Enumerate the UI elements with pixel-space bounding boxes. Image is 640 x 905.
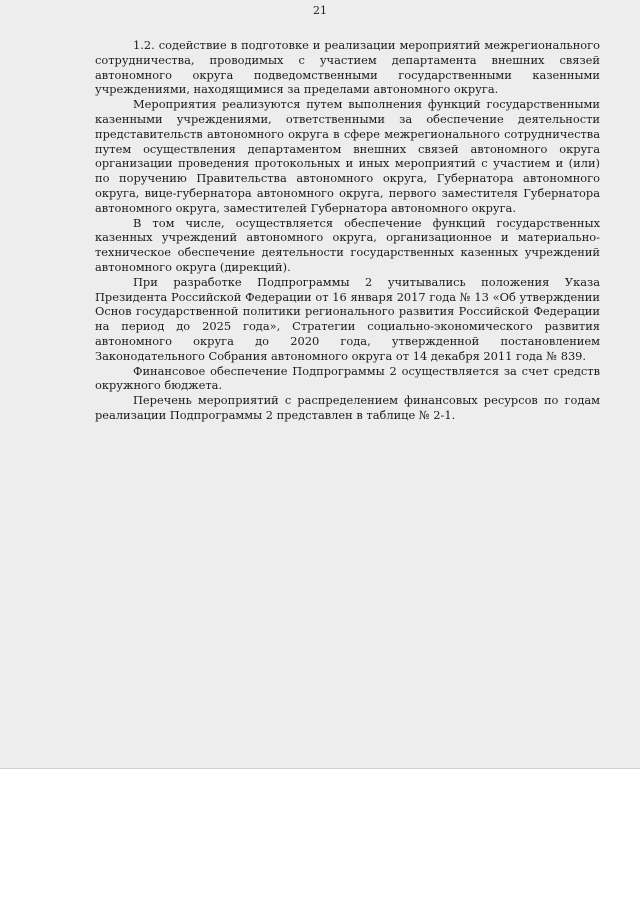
body-text <box>95 38 600 423</box>
paragraph-financing: Финансовое обеспечение Подпрограммы 2 осуществляется за счет средств окружного бюджета. <box>95 363 600 393</box>
paragraph-table-reference: Перечень мероприятий с распределением финансовых ресурсов по годам реализации Подпрограммы 2 представлен в таблице № 2-1. <box>95 393 600 422</box>
paragraph-development-basis: При разработке Подпрограммы 2 учитывались положения Указа Президента Российской Федерации от 16 января 2017 года № 13 «Об утверждении Основ государственной политики регионального развития Российской Федерации на период до 2025 года», Стратегии социально-экономического развития автономного округа до 2020 года, утвержденной постановлением Законодательного Собрания автономного округа от 14 декабря 2011 года № 839. <box>95 274 600 363</box>
page-number: 21 <box>313 4 327 17</box>
paragraph-including: В том числе, осуществляется обеспечение функций государственных казенных учреждений автономного округа, организационное и материально-техническое обеспечение деятельности государственных казенных учреждений автономного округа (дирекций). <box>95 215 600 274</box>
paragraph-item-1-2: 1.2. содействие в подготовке и реализации мероприятий межрегионального сотрудничества, проводимых с участием департамента внешних связей автономного округа подведомственными государственными казенными учреждениями, находящимися за пределами автономного округа. <box>95 38 600 97</box>
paragraph-activities: Мероприятия реализуются путем выполнения функций государственными казенными учреждениями, ответственными за обеспечение деятельности представительств автономного округа в сфере межрегионального сотрудничества путем осуществления департаментом внешних связей автономного округа организации проведения протокольных и иных мероприятий с участием и (или) по поручению Правительства автономного округа, Губернатора автономного округа, вице-губернатора автономного округа, первого заместителя Губернатора автономного округа, заместителей Губернатора автономного округа. <box>95 97 600 215</box>
